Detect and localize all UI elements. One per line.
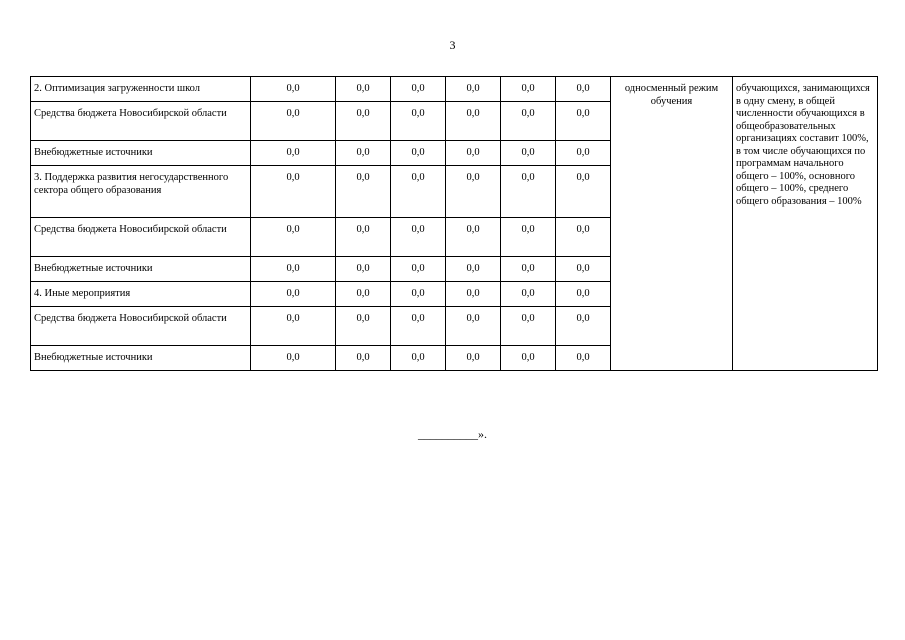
value-cell: 0,0 <box>501 166 556 218</box>
value-cell: 0,0 <box>391 346 446 371</box>
value-cell: 0,0 <box>556 102 611 141</box>
value-cell: 0,0 <box>446 346 501 371</box>
value-cell: 0,0 <box>391 166 446 218</box>
value-cell: 0,0 <box>501 141 556 166</box>
page-number: 3 <box>449 38 456 52</box>
table-body <box>31 77 878 371</box>
value-cell: 0,0 <box>391 141 446 166</box>
value-cell: 0,0 <box>501 77 556 102</box>
budget-table <box>30 76 878 371</box>
value-cell: 0,0 <box>446 307 501 346</box>
value-cell: 0,0 <box>251 141 336 166</box>
value-cell: 0,0 <box>446 166 501 218</box>
value-cell: 0,0 <box>391 282 446 307</box>
value-cell: 0,0 <box>556 141 611 166</box>
value-cell: 0,0 <box>336 102 391 141</box>
row-name: Внебюджетные источники <box>31 346 251 371</box>
value-cell: 0,0 <box>336 282 391 307</box>
value-cell: 0,0 <box>501 257 556 282</box>
value-cell: 0,0 <box>251 166 336 218</box>
value-cell: 0,0 <box>336 77 391 102</box>
value-cell: 0,0 <box>251 307 336 346</box>
value-cell: 0,0 <box>446 102 501 141</box>
value-cell: 0,0 <box>446 141 501 166</box>
value-cell: 0,0 <box>446 257 501 282</box>
row-name: Внебюджетные источники <box>31 141 251 166</box>
value-cell: 0,0 <box>336 141 391 166</box>
value-cell: 0,0 <box>556 77 611 102</box>
value-cell: 0,0 <box>251 218 336 257</box>
value-cell: 0,0 <box>391 218 446 257</box>
value-cell: 0,0 <box>391 257 446 282</box>
value-cell: 0,0 <box>251 346 336 371</box>
value-cell: 0,0 <box>501 102 556 141</box>
value-cell: 0,0 <box>391 102 446 141</box>
value-cell: 0,0 <box>556 346 611 371</box>
row-name: Внебюджетные источники <box>31 257 251 282</box>
value-cell: 0,0 <box>446 218 501 257</box>
table-row <box>31 77 878 102</box>
value-cell: 0,0 <box>391 307 446 346</box>
value-cell: 0,0 <box>251 77 336 102</box>
value-cell: 0,0 <box>556 307 611 346</box>
value-cell: 0,0 <box>501 282 556 307</box>
value-cell: 0,0 <box>336 166 391 218</box>
value-cell: 0,0 <box>336 257 391 282</box>
value-cell: 0,0 <box>336 307 391 346</box>
closing-mark: __________». <box>418 427 487 441</box>
value-cell: 0,0 <box>501 218 556 257</box>
row-name: 2. Оптимизация загруженности школ <box>31 77 251 102</box>
value-cell: 0,0 <box>501 346 556 371</box>
value-cell: 0,0 <box>251 102 336 141</box>
value-cell: 0,0 <box>556 218 611 257</box>
row-name: Средства бюджета Новосибирской области <box>31 307 251 346</box>
target-indicator-text: обучающихся, занимающихся в одну смену, в общей численности обучающихся в общеобразовательных организациях составит 100%, в том числе обучающихся по программам начального общего – 100%, основного общего – 100%, среднего общего образования – 100% <box>733 77 878 371</box>
value-cell: 0,0 <box>251 257 336 282</box>
row-name: 4. Иные мероприятия <box>31 282 251 307</box>
value-cell: 0,0 <box>336 218 391 257</box>
value-cell: 0,0 <box>446 282 501 307</box>
value-cell: 0,0 <box>501 307 556 346</box>
row-name: Средства бюджета Новосибирской области <box>31 102 251 141</box>
expected-result-note: односменный режим обучения <box>611 77 733 371</box>
value-cell: 0,0 <box>556 166 611 218</box>
value-cell: 0,0 <box>556 257 611 282</box>
value-cell: 0,0 <box>391 77 446 102</box>
value-cell: 0,0 <box>251 282 336 307</box>
row-name: Средства бюджета Новосибирской области <box>31 218 251 257</box>
value-cell: 0,0 <box>556 282 611 307</box>
value-cell: 0,0 <box>446 77 501 102</box>
row-name: 3. Поддержка развития негосударственного сектора общего образования <box>31 166 251 218</box>
value-cell: 0,0 <box>336 346 391 371</box>
